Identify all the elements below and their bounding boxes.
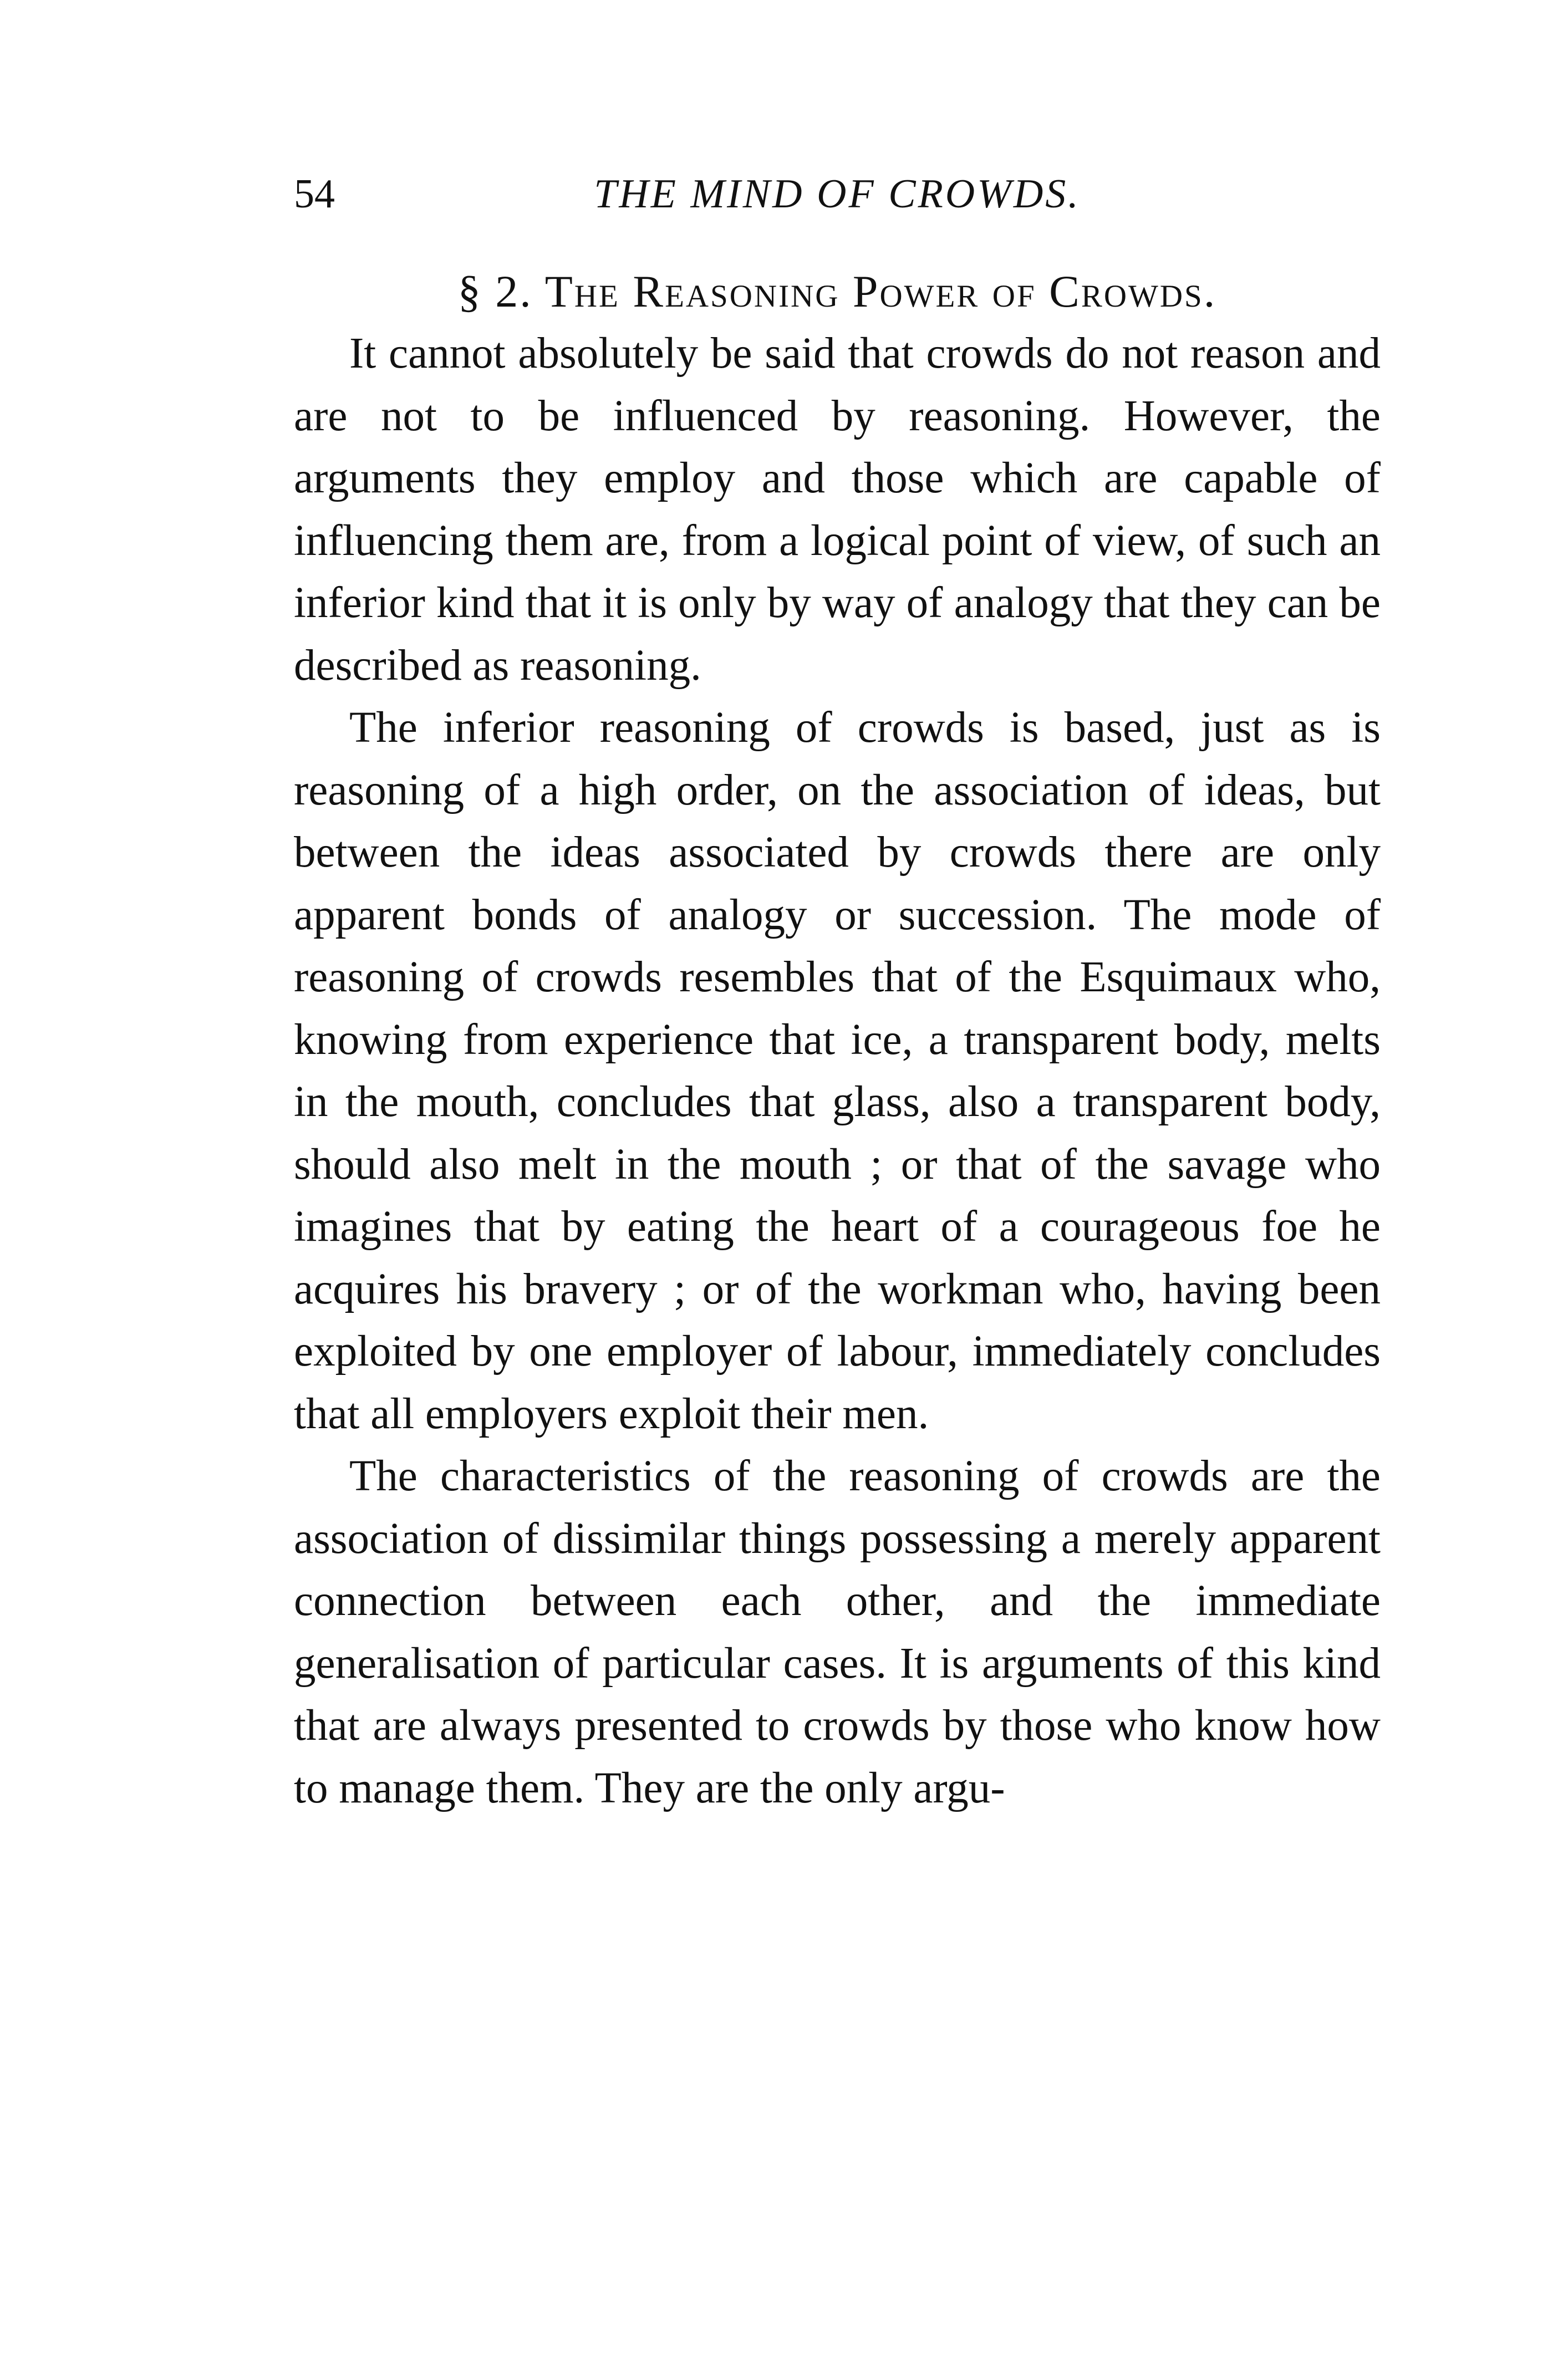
paragraph: It cannot absolutely be said that crowds do not reason and are not to be influenced by reasoning. However, the arguments they employ and those which are capable of influencing them are, from a logical point of view, of such an inferior kind that it is only by way of analogy that they can be described as reasoning. (294, 329, 1381, 690)
running-title: THE MIND OF CROWDS. (594, 171, 1081, 217)
paragraph: The characteristics of the reasoning of crowds are the association of dissimilar things possessing a merely apparent connection between each other, and the immediate generalisation of particular cases. It is arguments of this kind that are always presented to crowds by those who know how to manage them. They are the only argu- (294, 1452, 1381, 1812)
body-text (294, 261, 1381, 1820)
section-heading: § 2. The Reasoning Power of Crowds. (457, 266, 1217, 317)
paragraph: The inferior reasoning of crowds is based, just as is reasoning of a high order, on the association of ideas, but between the ideas associated by crowds there are only apparent bonds of analogy or succession. The mode of reasoning of crowds resembles that of the Esquimaux who, knowing from experience that ice, a transparent body, melts in the mouth, concludes that glass, also a transparent body, should also melt in the mouth ; or that of the savage who imagines that by eating the heart of a courageous foe he acquires his bravery ; or of the workman who, having been exploited by one employer of labour, immediately concludes that all employers exploit their men. (294, 704, 1381, 1438)
running-head (294, 166, 1381, 222)
page-number: 54 (294, 171, 335, 217)
